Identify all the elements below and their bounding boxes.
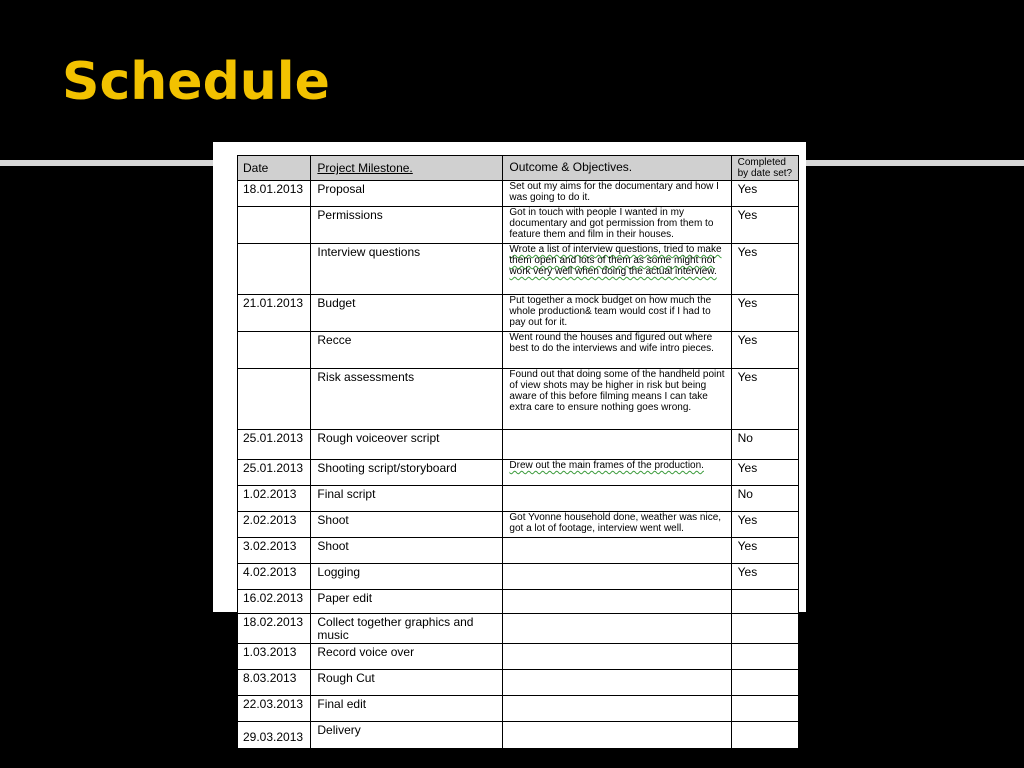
cell-completed: No <box>731 486 798 512</box>
cell-date: 1.02.2013 <box>238 486 311 512</box>
cell-completed <box>731 670 798 696</box>
cell-date: 4.02.2013 <box>238 564 311 590</box>
cell-outcome <box>503 696 731 722</box>
cell-completed <box>731 644 798 670</box>
cell-milestone: Final script <box>311 486 503 512</box>
cell-completed: Yes <box>731 564 798 590</box>
cell-outcome: Got in touch with people I wanted in my documentary and got permission from them to feature them and film in their houses. <box>503 207 731 244</box>
cell-completed: Yes <box>731 295 798 332</box>
table-row <box>238 207 799 244</box>
cell-outcome: Put together a mock budget on how much the whole production& team would cost if I had to pay out for it. <box>503 295 731 332</box>
cell-completed: Yes <box>731 181 798 207</box>
table-row <box>238 181 799 207</box>
cell-date: 29.03.2013 <box>238 722 311 749</box>
cell-outcome: Wrote a list of interview questions, tried to make them open and lots of them as some might not work very well when doing the actual interview. <box>503 244 731 295</box>
table-row <box>238 460 799 486</box>
table-header-row <box>238 156 799 181</box>
table-row <box>238 295 799 332</box>
header-outcome: Outcome & Objectives. <box>503 156 731 181</box>
cell-milestone: Paper edit <box>311 590 503 614</box>
header-milestone: Project Milestone. <box>311 156 503 181</box>
cell-date: 25.01.2013 <box>238 460 311 486</box>
cell-outcome <box>503 614 731 644</box>
cell-completed: Yes <box>731 460 798 486</box>
cell-date: 25.01.2013 <box>238 430 311 460</box>
cell-date: 18.02.2013 <box>238 614 311 644</box>
cell-milestone: Final edit <box>311 696 503 722</box>
cell-milestone: Collect together graphics and music <box>311 614 503 644</box>
cell-completed <box>731 614 798 644</box>
cell-outcome <box>503 430 731 460</box>
cell-outcome <box>503 722 731 749</box>
cell-completed <box>731 722 798 749</box>
cell-completed: Yes <box>731 332 798 369</box>
cell-milestone: Shoot <box>311 538 503 564</box>
cell-outcome <box>503 670 731 696</box>
cell-date: 21.01.2013 <box>238 295 311 332</box>
cell-outcome: Found out that doing some of the handheld point of view shots may be higher in risk but being aware of this before filming means I can take extra care to ensure nothing goes wrong. <box>503 369 731 430</box>
table-row <box>238 332 799 369</box>
table-row <box>238 590 799 614</box>
cell-date: 16.02.2013 <box>238 590 311 614</box>
header-date: Date <box>238 156 311 181</box>
table-row <box>238 512 799 538</box>
cell-date <box>238 207 311 244</box>
cell-completed: Yes <box>731 512 798 538</box>
table-row <box>238 644 799 670</box>
table-row <box>238 564 799 590</box>
cell-milestone: Delivery <box>311 722 503 749</box>
cell-milestone: Interview questions <box>311 244 503 295</box>
cell-milestone: Budget <box>311 295 503 332</box>
table-row <box>238 670 799 696</box>
table-row <box>238 722 799 749</box>
cell-milestone: Record voice over <box>311 644 503 670</box>
cell-milestone: Shooting script/storyboard <box>311 460 503 486</box>
slide-title: Schedule <box>62 52 330 112</box>
cell-date: 8.03.2013 <box>238 670 311 696</box>
cell-outcome: Got Yvonne household done, weather was nice, got a lot of footage, interview went well. <box>503 512 731 538</box>
cell-milestone: Recce <box>311 332 503 369</box>
cell-milestone: Proposal <box>311 181 503 207</box>
cell-date: 2.02.2013 <box>238 512 311 538</box>
cell-outcome: Set out my aims for the documentary and how I was going to do it. <box>503 181 731 207</box>
header-completed: Completed by date set? <box>731 156 798 181</box>
cell-date: 3.02.2013 <box>238 538 311 564</box>
table-row <box>238 369 799 430</box>
cell-milestone: Risk assessments <box>311 369 503 430</box>
table-row <box>238 696 799 722</box>
table-row <box>238 486 799 512</box>
table-row <box>238 430 799 460</box>
cell-completed <box>731 590 798 614</box>
cell-outcome: Went round the houses and figured out where best to do the interviews and wife intro pieces. <box>503 332 731 369</box>
cell-milestone: Rough Cut <box>311 670 503 696</box>
cell-completed: Yes <box>731 369 798 430</box>
cell-date: 22.03.2013 <box>238 696 311 722</box>
table-row <box>238 614 799 644</box>
cell-completed: No <box>731 430 798 460</box>
cell-milestone: Rough voiceover script <box>311 430 503 460</box>
cell-date: 18.01.2013 <box>238 181 311 207</box>
cell-outcome <box>503 564 731 590</box>
cell-completed: Yes <box>731 538 798 564</box>
cell-outcome: Drew out the main frames of the production. <box>503 460 731 486</box>
cell-outcome <box>503 590 731 614</box>
cell-completed: Yes <box>731 207 798 244</box>
cell-outcome <box>503 644 731 670</box>
cell-date <box>238 244 311 295</box>
cell-milestone: Permissions <box>311 207 503 244</box>
cell-completed: Yes <box>731 244 798 295</box>
cell-outcome <box>503 486 731 512</box>
cell-date <box>238 332 311 369</box>
cell-milestone: Logging <box>311 564 503 590</box>
schedule-table <box>237 155 799 749</box>
cell-milestone: Shoot <box>311 512 503 538</box>
cell-completed <box>731 696 798 722</box>
cell-date: 1.03.2013 <box>238 644 311 670</box>
table-row <box>238 538 799 564</box>
cell-date <box>238 369 311 430</box>
table-row <box>238 244 799 295</box>
cell-outcome <box>503 538 731 564</box>
